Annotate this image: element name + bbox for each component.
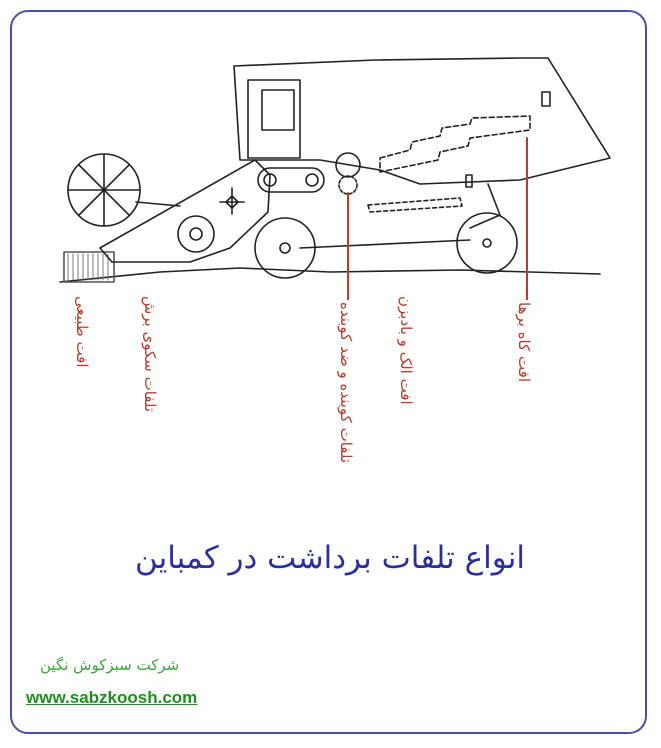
diagram-title: انواع تلفات برداشت در کمباین xyxy=(134,540,526,576)
sieve xyxy=(368,198,462,212)
ground-line xyxy=(60,268,600,282)
reel-arm xyxy=(136,202,180,206)
concave-icon xyxy=(339,176,357,194)
straw-walker xyxy=(380,116,530,172)
auger-icon xyxy=(178,216,214,252)
feeder-chain xyxy=(258,168,324,192)
loss-label-natural: افت طبیعی xyxy=(73,296,91,368)
loss-label-threshing: تلفات کوبنده و ضد کوبنده xyxy=(337,302,355,463)
website-link[interactable]: www.sabzkoosh.com xyxy=(26,688,198,707)
loss-label-sieve: افت الک و بادبزن xyxy=(397,296,415,405)
loss-label-header: تلفات سکوی برش xyxy=(141,296,159,413)
rear-wheel-icon xyxy=(457,213,517,273)
rear-frame xyxy=(470,184,500,228)
star-wheel-icon xyxy=(220,188,244,214)
company-name: شرکت سبزکوش نگین xyxy=(40,656,180,674)
loss-label-straw: افت کاه برها xyxy=(515,302,533,383)
reel-icon xyxy=(68,154,140,226)
combine-harvester-drawing xyxy=(0,0,661,300)
chassis-line xyxy=(300,240,470,248)
indicator xyxy=(542,92,550,106)
